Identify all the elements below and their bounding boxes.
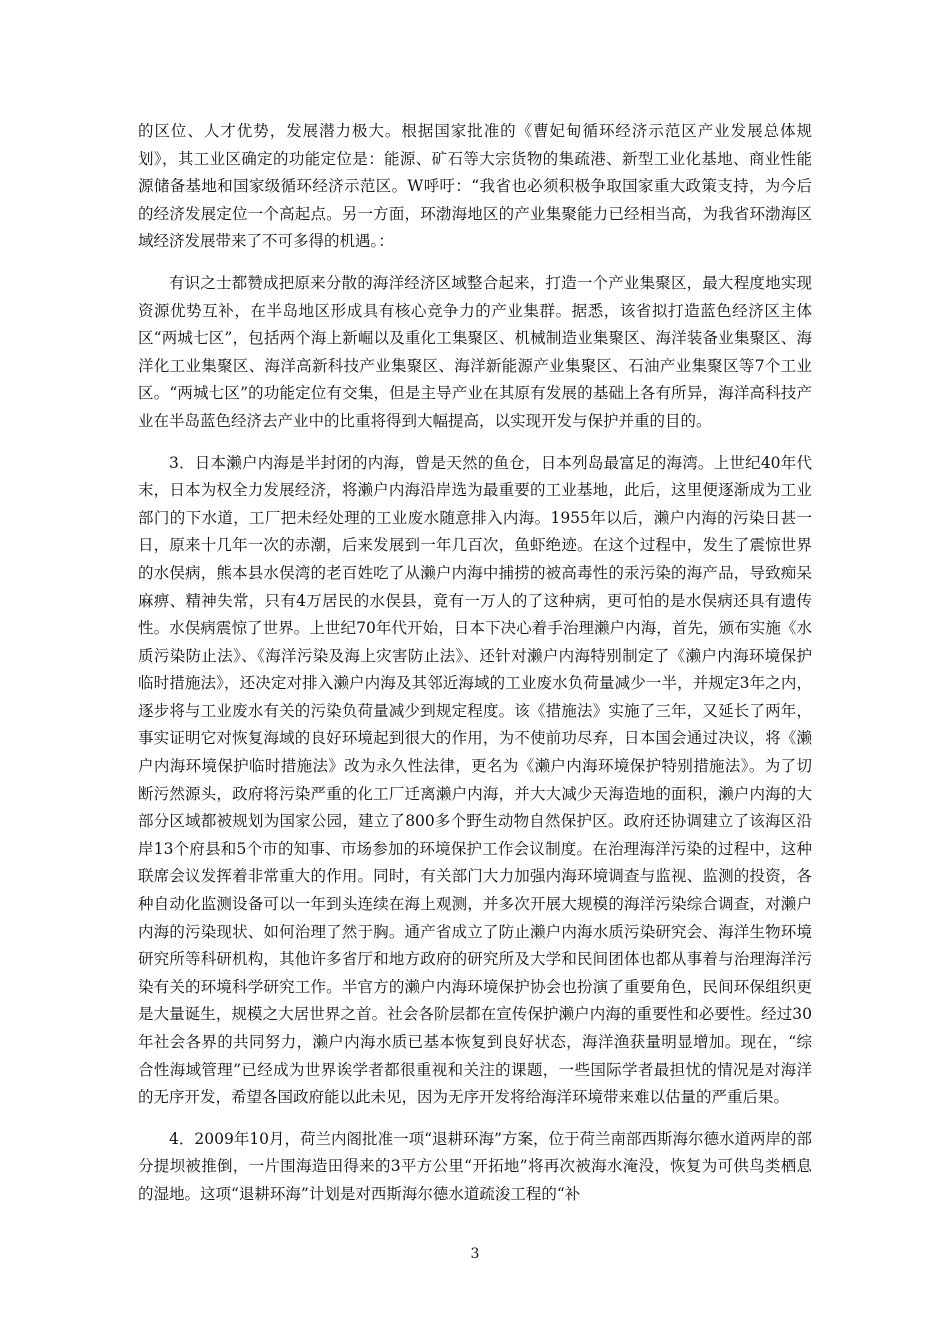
paragraph-2: 有识之士都赞成把原来分散的海洋经济区域整合起来，打造一个产业集聚区，最大程度地实现资源优势互补，在半岛地区形成具有核心竞争力的产业集群。据悉，该省拟打造蓝色经济区主体区“两城七区”，包括两个海上新崛以及重化工集聚区、机械制造业集聚区、海洋装备业集聚区、海洋化工业集聚区、海洋高新科技产业集聚区、海洋新能源产业集聚区、石油产业集聚区等7个工业区。“两城七区”的功能定位有交集，但是主导产业在其原有发展的基础上各有所异，海洋高科技产业在半岛蓝色经济去产业中的比重将得到大幅提高，以实现开发与保护并重的目的。: [138, 273, 812, 430]
paragraph-1: 的区位、人才优势，发展潜力极大。根据国家批准的《曹妃甸循环经济示范区产业发展总体规划》，其工业区确定的功能定位是：能源、矿石等大宗货物的集疏港、新型工业化基地、商业性能源储备基地和国家级循环经济示范区。W呼吁：“我省也必须积极争取国家重大政策支持，为今后的经济发展定位一个高起点。另一方面，环渤海地区的产业集聚能力已经相当高，为我省环渤海区域经济发展带来了不可多得的机遇。：: [138, 122, 812, 251]
page-number: 3: [470, 1246, 480, 1262]
document-body: [138, 118, 812, 1223]
paragraph-3: 3．日本濑户内海是半封闭的内海，曾是天然的鱼仓，日本列岛最富足的海湾。上世纪40年代末，日本为权全力发展经济，将濑户内海沿岸选为最重要的工业基地，此后，这里便逐渐成为工业部门的下水道，工厂把未经处理的工业废水随意排入内海。1955年以后，濑户内海的污染日甚一日，原来十几年一次的赤潮，后来发展到一年几百次，鱼虾绝迹。在这个过程中，发生了震惊世界的水俣病，熊本县水俣湾的老百姓吃了从濑户内海中捕捞的被高毒性的汞污染的海产品，导致痴呆麻痹、精神失常，只有4万居民的水俣县，竟有一万人的了这种病，更可怕的是水俣病还具有遗传性。水俣病震惊了世界。上世纪70年代开始，日本下决心着手治理濑户内海，首先，颁布实施《水质污染防止法》、《海洋污染及海上灾害防止法》、还针对濑户内海特别制定了《濑户内海环境保护临时措施法》，还决定对排入濑户内海及其邻近海域的工业废水负荷量减少一半，并规定3年之内，逐步将与工业废水有关的污染负荷量减少到规定程度。该《措施法》实施了三年，又延长了两年，事实证明它对恢复海域的良好环境起到很大的作用，为不使前功尽弃，日本国会通过决议，将《濑户内海环境保护临时措施法》改为永久性法律，更名为《濑户内海环境保护特别措施法》。为了切断污然源头，政府将污染严重的化工厂迁离濑户内海，并大大减少天海造地的面积，濑户内海的大部分区域都被规划为国家公园，建立了800多个野生动物自然保护区。政府还协调建立了该海区沿岸13个府县和5个市的知事、市场参加的环境保护工作会议制度。在治理海洋污染的过程中，这种联席会议发挥着非常重大的作用。同时，有关部门大力加强内海环境调查与监视、监测的投资，各种自动化监测设备可以一年到头连续在海上观测，并多次开展大规模的海洋污染综合调查，对濑户内海的污染现状、如何治理了然于胸。通产省成立了防止濑户内海水质污染研究会、海洋生物环境研究所等科研机构，其他许多省厅和地方政府的研究所及大学和民间团体也都从事着与治理海洋污染有关的环境科学研究工作。半官方的濑户内海环境保护协会也扮演了重要角色，民间环保组织更是大量诞生，规模之大居世界之首。社会各阶层都在宣传保护濑户内海的重要性和必要性。经过30年社会各界的共同努力，濑户内海水质已基本恢复到良好状态，海洋渔获量明显增加。现在，“综合性海域管理”已经成为世界诶学者都很重视和关注的课题，一些国际学者最担忧的情况是对海洋的无序开发，希望各国政府能以此未见，因为无序开发将给海洋环境带来难以估量的严重后果。: [138, 453, 812, 1107]
paragraph-4: 4．2009年10月，荷兰内阁批准一项“退耕环海”方案，位于荷兰南部西斯海尔德水道两岸的部分提坝被推倒，一片围海造田得来的3平方公里“开拓地”将再次被海水淹没，恢复为可供鸟类栖息的湿地。这项“退耕环海”计划是对西斯海尔德水道疏浚工程的“补: [138, 1129, 812, 1203]
